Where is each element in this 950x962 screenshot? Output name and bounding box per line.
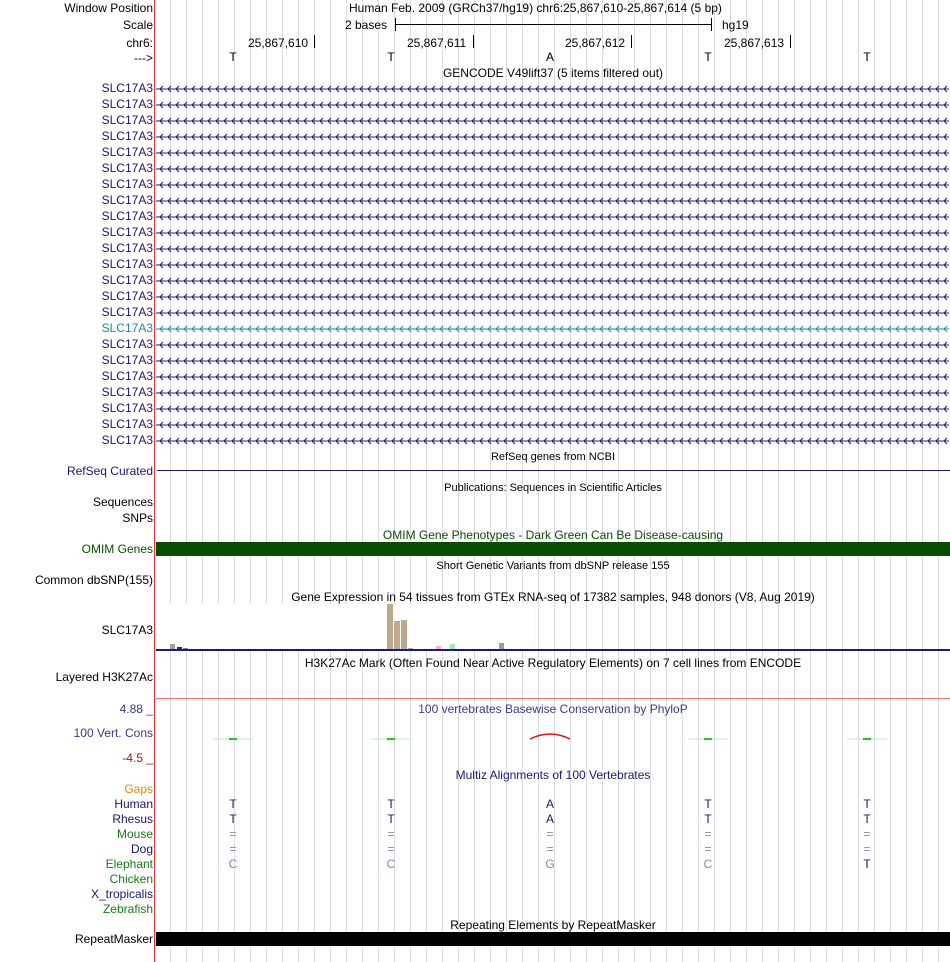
gencode-transcript-line[interactable] xyxy=(156,421,949,429)
gencode-transcript-line[interactable] xyxy=(156,293,949,301)
gtex-gene-line xyxy=(156,649,950,651)
scale-text: 2 bases xyxy=(345,18,388,32)
gencode-transcript-label[interactable]: SLC17A3 xyxy=(101,177,153,191)
multiz-base: T xyxy=(704,797,712,811)
publications-track-title[interactable]: Publications: Sequences in Scientific Articles xyxy=(444,482,662,494)
multiz-base: = xyxy=(387,827,395,841)
phylop-score-mark[interactable] xyxy=(387,738,395,740)
repeatmasker-track-title[interactable]: Repeating Elements by RepeatMasker xyxy=(450,918,656,932)
gencode-transcript-line[interactable] xyxy=(156,309,949,317)
coord-tick xyxy=(790,35,791,48)
multiz-species-label[interactable]: Mouse xyxy=(116,827,153,841)
h3k27ac-baseline xyxy=(156,698,950,699)
ref-base: T xyxy=(387,50,395,64)
multiz-base: = xyxy=(229,842,237,856)
gencode-transcript-label[interactable]: SLC17A3 xyxy=(101,241,153,255)
gencode-transcript-label[interactable]: SLC17A3 xyxy=(101,145,153,159)
gencode-transcript-label[interactable]: SLC17A3 xyxy=(101,257,153,271)
coord-tick-label: 25,867,611 xyxy=(407,36,467,50)
scale-bar-left-tick xyxy=(395,18,396,31)
gencode-transcript-line[interactable] xyxy=(156,405,949,413)
gencode-transcript-line[interactable] xyxy=(156,245,949,253)
gencode-transcript-label[interactable]: SLC17A3 xyxy=(101,385,153,399)
gencode-transcript-line[interactable] xyxy=(156,229,949,237)
gencode-transcript-label[interactable]: SLC17A3 xyxy=(101,193,153,207)
gencode-track-title[interactable]: GENCODE V49lift37 (5 items filtered out) xyxy=(442,66,664,80)
multiz-base: C xyxy=(228,857,238,871)
gencode-transcript-line[interactable] xyxy=(156,149,949,157)
h3k27ac-track-label[interactable]: Layered H3K27Ac xyxy=(55,670,153,684)
multiz-base: = xyxy=(387,842,395,856)
dbsnp-track-label[interactable]: Common dbSNP(155) xyxy=(34,573,153,587)
multiz-base: = xyxy=(546,842,554,856)
gencode-transcript-label[interactable]: SLC17A3 xyxy=(101,225,153,239)
gencode-transcript-label[interactable]: SLC17A3 xyxy=(101,305,153,319)
dbsnp-track-title[interactable]: Short Genetic Variants from dbSNP release 155 xyxy=(436,560,670,572)
multiz-species-label[interactable]: Rhesus xyxy=(112,812,153,826)
ref-base: A xyxy=(545,50,554,64)
gencode-transcript-line[interactable] xyxy=(156,197,949,205)
repeatmasker-track-label[interactable]: RepeatMasker xyxy=(74,932,153,946)
gencode-transcript-label[interactable]: SLC17A3 xyxy=(101,273,153,287)
multiz-base: = xyxy=(546,827,554,841)
multiz-base: T xyxy=(387,797,395,811)
multiz-base: A xyxy=(545,812,554,826)
coord-tick xyxy=(314,35,315,48)
phylop-max-label: 4.88 _ xyxy=(119,702,153,716)
gencode-transcript-line[interactable] xyxy=(156,133,949,141)
scale-bar-right-tick xyxy=(711,18,712,31)
scale-label: Scale xyxy=(122,18,153,32)
phylop-track-label[interactable]: 100 Vert. Cons xyxy=(73,726,153,740)
gencode-transcript-label[interactable]: SLC17A3 xyxy=(101,417,153,431)
phylop-track-title[interactable]: 100 vertebrates Basewise Conservation by PhyloP xyxy=(418,702,688,716)
gencode-transcript-label[interactable]: SLC17A3 xyxy=(101,369,153,383)
coord-tick-label: 25,867,610 xyxy=(248,36,309,50)
gencode-transcript-line[interactable] xyxy=(156,277,949,285)
gencode-transcript-line[interactable] xyxy=(156,261,949,269)
multiz-base: = xyxy=(863,827,871,841)
label-divider xyxy=(154,0,155,962)
coord-tick-label: 25,867,613 xyxy=(724,36,785,50)
omim-gene-bar[interactable] xyxy=(156,542,950,556)
multiz-base: = xyxy=(863,842,871,856)
ref-base: T xyxy=(229,50,237,64)
gencode-transcript-line[interactable] xyxy=(156,85,949,93)
multiz-base: T xyxy=(229,797,237,811)
phylop-score-mark[interactable] xyxy=(530,734,570,739)
gencode-transcript-label[interactable]: SLC17A3 xyxy=(101,337,153,351)
scale-bar xyxy=(395,24,712,25)
gencode-transcript-line[interactable] xyxy=(156,357,949,365)
gencode-transcript-label[interactable]: SLC17A3 xyxy=(101,321,153,335)
gtex-tissue-bar[interactable] xyxy=(387,604,393,649)
gtex-plot-area xyxy=(156,604,535,649)
multiz-base: G xyxy=(545,857,555,871)
phylop-score-mark[interactable] xyxy=(863,738,871,740)
multiz-species-label[interactable]: Zebrafish xyxy=(102,902,153,916)
multiz-base: C xyxy=(386,857,396,871)
snps-track-label[interactable]: SNPs xyxy=(122,511,153,525)
gencode-transcript-label[interactable]: SLC17A3 xyxy=(101,81,153,95)
multiz-base: T xyxy=(387,812,395,826)
gencode-transcript-line[interactable] xyxy=(156,389,949,397)
gencode-transcript-label[interactable]: SLC17A3 xyxy=(101,161,153,175)
window-position-label: Window Position xyxy=(64,1,153,15)
gencode-transcript-line[interactable] xyxy=(156,437,949,445)
strand-label: ---> xyxy=(134,51,153,65)
gencode-transcript-line[interactable] xyxy=(156,117,949,125)
gencode-transcript-line[interactable] xyxy=(156,165,949,173)
phylop-score-mark[interactable] xyxy=(704,738,712,740)
multiz-base: = xyxy=(229,827,237,841)
chrom-label: chr6: xyxy=(126,36,153,50)
gencode-transcript-line[interactable] xyxy=(156,325,949,333)
phylop-plot[interactable] xyxy=(156,716,950,766)
gtex-track-label[interactable]: SLC17A3 xyxy=(101,623,153,637)
refseq-track-title[interactable]: RefSeq genes from NCBI xyxy=(490,451,616,463)
multiz-base: = xyxy=(704,842,712,856)
gencode-transcript-line[interactable] xyxy=(156,373,949,381)
refseq-gene-line[interactable] xyxy=(157,470,950,471)
ref-base: T xyxy=(704,50,712,64)
multiz-species-label[interactable]: Dog xyxy=(130,842,153,856)
scale-assembly: hg19 xyxy=(722,18,749,32)
omim-track-title[interactable]: OMIM Gene Phenotypes - Dark Green Can Be Disease-causing xyxy=(382,528,724,542)
multiz-species-label[interactable]: Human xyxy=(114,797,153,811)
multiz-base: T xyxy=(229,812,237,826)
gencode-transcript-label[interactable]: SLC17A3 xyxy=(101,289,153,303)
gtex-tissue-bar[interactable] xyxy=(394,621,400,649)
gencode-transcript-label[interactable]: SLC17A3 xyxy=(101,209,153,223)
gtex-track-title[interactable]: Gene Expression in 54 tissues from GTEx RNA-seq of 17382 samples, 948 donors (V8, Aug 2019) xyxy=(291,590,815,604)
multiz-base: T xyxy=(863,797,871,811)
multiz-base: T xyxy=(863,812,871,826)
multiz-track-title[interactable]: Multiz Alignments of 100 Vertebrates xyxy=(455,768,651,782)
gencode-transcript-line[interactable] xyxy=(156,213,949,221)
multiz-base: T xyxy=(863,857,871,871)
multiz-base: T xyxy=(704,812,712,826)
gencode-transcript-label[interactable]: SLC17A3 xyxy=(101,97,153,111)
gencode-transcript-line[interactable] xyxy=(156,181,949,189)
multiz-base: C xyxy=(703,857,713,871)
phylop-score-mark[interactable] xyxy=(229,738,237,740)
multiz-base: = xyxy=(704,827,712,841)
multiz-species-label[interactable]: Elephant xyxy=(105,857,153,871)
repeatmasker-element-bar[interactable] xyxy=(156,932,950,946)
coord-tick xyxy=(473,35,474,48)
coord-tick xyxy=(631,35,632,48)
gencode-transcript-label[interactable]: SLC17A3 xyxy=(101,401,153,415)
multiz-species-label[interactable]: Chicken xyxy=(109,872,153,886)
gencode-transcript-label[interactable]: SLC17A3 xyxy=(101,129,153,143)
gencode-transcript-label[interactable]: SLC17A3 xyxy=(101,353,153,367)
refseq-track-label[interactable]: RefSeq Curated xyxy=(66,464,153,478)
sequences-track-label[interactable]: Sequences xyxy=(92,495,153,509)
multiz-base: A xyxy=(545,797,554,811)
phylop-min-label: -4.5 _ xyxy=(122,751,153,765)
gtex-tissue-bar[interactable] xyxy=(401,620,407,649)
gencode-transcript-label[interactable]: SLC17A3 xyxy=(101,113,153,127)
gencode-transcript-line[interactable] xyxy=(156,341,949,349)
ref-base: T xyxy=(863,50,871,64)
gencode-transcript-label[interactable]: SLC17A3 xyxy=(101,433,153,447)
coord-tick-label: 25,867,612 xyxy=(565,36,626,50)
gencode-transcript-line[interactable] xyxy=(156,101,949,109)
h3k27ac-track-title[interactable]: H3K27Ac Mark (Often Found Near Active Regulatory Elements) on 7 cell lines from ENCODE xyxy=(304,656,802,670)
omim-track-label[interactable]: OMIM Genes xyxy=(81,542,153,556)
window-position-value: Human Feb. 2009 (GRCh37/hg19) chr6:25,867,610-25,867,614 (5 bp) xyxy=(349,1,722,15)
multiz-gaps-label: Gaps xyxy=(124,782,153,796)
multiz-species-label[interactable]: X_tropicalis xyxy=(90,887,153,901)
